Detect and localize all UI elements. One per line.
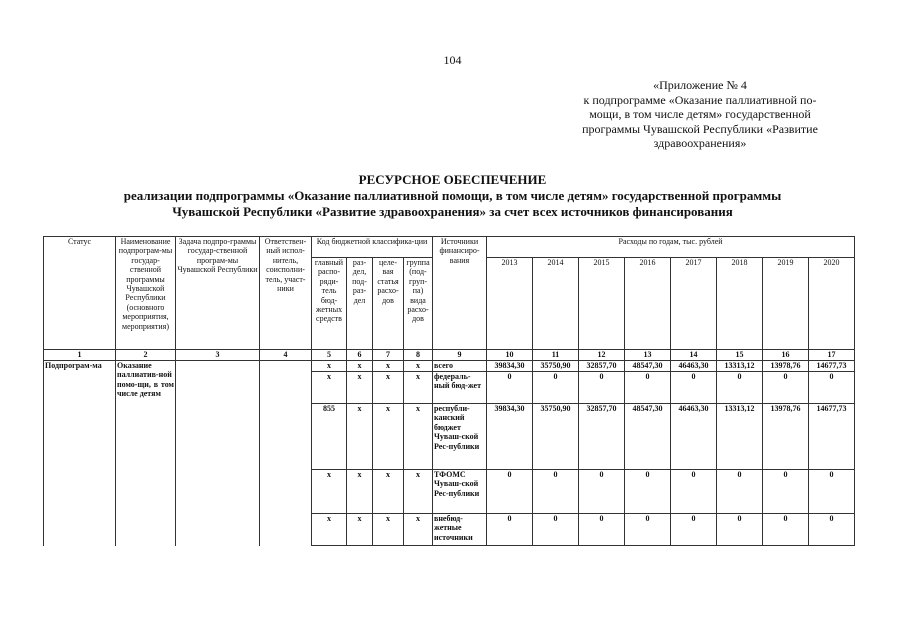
column-number: 3 bbox=[176, 350, 260, 361]
value-cell: 0 bbox=[671, 470, 717, 514]
value-cell: 32857,70 bbox=[579, 361, 625, 372]
section-cell: x bbox=[347, 361, 373, 372]
value-cell: 0 bbox=[717, 514, 763, 546]
value-cell: 46463,30 bbox=[671, 404, 717, 470]
header-year-2015: 2015 bbox=[579, 258, 625, 350]
column-number: 2 bbox=[116, 350, 176, 361]
value-cell: 39834,30 bbox=[487, 361, 533, 372]
header-task: Задача подпро-граммы государ-ственной програм-мы Чувашской Республики bbox=[176, 237, 260, 350]
source-cell: федераль-ный бюд-жет bbox=[433, 372, 487, 404]
table-row bbox=[44, 361, 855, 372]
value-cell: 0 bbox=[763, 470, 809, 514]
value-cell: 0 bbox=[579, 372, 625, 404]
column-number: 13 bbox=[625, 350, 671, 361]
section-cell: x bbox=[347, 372, 373, 404]
column-number: 16 bbox=[763, 350, 809, 361]
source-cell: внебюд-жетные источники bbox=[433, 514, 487, 546]
value-cell: 0 bbox=[717, 372, 763, 404]
header-year-2016: 2016 bbox=[625, 258, 671, 350]
group-cell: x bbox=[404, 514, 433, 546]
value-cell: 0 bbox=[579, 470, 625, 514]
value-cell: 0 bbox=[487, 514, 533, 546]
column-number: 8 bbox=[404, 350, 433, 361]
column-number: 1 bbox=[44, 350, 116, 361]
header-year-2018: 2018 bbox=[717, 258, 763, 350]
header-expenses: Расходы по годам, тыс. рублей bbox=[487, 237, 855, 258]
target-cell: x bbox=[373, 514, 404, 546]
value-cell: 0 bbox=[487, 372, 533, 404]
column-number: 14 bbox=[671, 350, 717, 361]
appendix-line: программы Чувашской Республики «Развитие bbox=[582, 121, 818, 136]
header-year-2014: 2014 bbox=[533, 258, 579, 350]
document-title bbox=[60, 172, 845, 220]
value-cell: 39834,30 bbox=[487, 404, 533, 470]
section-cell: x bbox=[347, 470, 373, 514]
column-number: 12 bbox=[579, 350, 625, 361]
section-cell: x bbox=[347, 404, 373, 470]
group-cell: x bbox=[404, 372, 433, 404]
header-year-2013: 2013 bbox=[487, 258, 533, 350]
value-cell: 13978,76 bbox=[763, 404, 809, 470]
value-cell: 0 bbox=[717, 470, 763, 514]
value-cell: 14677,73 bbox=[809, 404, 855, 470]
group-cell: x bbox=[404, 361, 433, 372]
column-number: 4 bbox=[260, 350, 312, 361]
value-cell: 0 bbox=[487, 470, 533, 514]
header-responsible: Ответствен-ный испол-нитель, соисполни-тель, участ-ники bbox=[260, 237, 312, 350]
column-number: 17 bbox=[809, 350, 855, 361]
value-cell: 13978,76 bbox=[763, 361, 809, 372]
subprogram-name-cell: Оказание паллиатив-ной помо-щи, в том числе детям bbox=[116, 361, 176, 546]
header-sources: Источники финансиро-вания bbox=[433, 237, 487, 350]
column-number-row bbox=[44, 350, 855, 361]
header-year-2017: 2017 bbox=[671, 258, 717, 350]
title-line-2: реализации подпрограммы «Оказание паллиативной помощи, в том числе детям» государственной программы bbox=[123, 188, 782, 203]
target-cell: x bbox=[373, 361, 404, 372]
code-cell: 855 bbox=[312, 404, 347, 470]
code-cell: x bbox=[312, 470, 347, 514]
value-cell: 0 bbox=[579, 514, 625, 546]
code-cell: x bbox=[312, 361, 347, 372]
header-status: Статус bbox=[44, 237, 116, 350]
value-cell: 0 bbox=[763, 514, 809, 546]
value-cell: 0 bbox=[671, 514, 717, 546]
source-cell: всего bbox=[433, 361, 487, 372]
source-cell: ТФОМС Чуваш-ской Рес-публики bbox=[433, 470, 487, 514]
target-cell: x bbox=[373, 404, 404, 470]
value-cell: 0 bbox=[809, 470, 855, 514]
title-line-1: РЕСУРСНОЕ ОБЕСПЕЧЕНИЕ bbox=[358, 172, 547, 187]
header-year-2020: 2020 bbox=[809, 258, 855, 350]
value-cell: 0 bbox=[763, 372, 809, 404]
header-section: раз-дел, под-раз-дел bbox=[347, 258, 373, 350]
value-cell: 13313,12 bbox=[717, 404, 763, 470]
value-cell: 0 bbox=[809, 514, 855, 546]
value-cell: 48547,30 bbox=[625, 361, 671, 372]
responsible-cell bbox=[260, 361, 312, 546]
column-number: 11 bbox=[533, 350, 579, 361]
header-name: Наименование подпрограм-мы государ-ственной программы Чувашской Республики (основного мероприятия, мероприятия) bbox=[116, 237, 176, 350]
value-cell: 48547,30 bbox=[625, 404, 671, 470]
value-cell: 0 bbox=[671, 372, 717, 404]
value-cell: 35750,90 bbox=[533, 361, 579, 372]
page-number: 104 bbox=[443, 53, 462, 67]
value-cell: 32857,70 bbox=[579, 404, 625, 470]
column-number: 5 bbox=[312, 350, 347, 361]
value-cell: 13313,12 bbox=[717, 361, 763, 372]
target-cell: x bbox=[373, 470, 404, 514]
value-cell: 0 bbox=[625, 372, 671, 404]
value-cell: 35750,90 bbox=[533, 404, 579, 470]
value-cell: 0 bbox=[625, 514, 671, 546]
value-cell: 0 bbox=[533, 372, 579, 404]
appendix-line: мощи, в том числе детям» государственной bbox=[589, 107, 811, 121]
column-number: 10 bbox=[487, 350, 533, 361]
appendix-line: к подпрограмме «Оказание паллиативной по- bbox=[583, 92, 817, 107]
column-number: 9 bbox=[433, 350, 487, 361]
task-cell bbox=[176, 361, 260, 546]
group-cell: x bbox=[404, 470, 433, 514]
value-cell: 0 bbox=[533, 470, 579, 514]
code-cell: x bbox=[312, 514, 347, 546]
code-cell: x bbox=[312, 372, 347, 404]
source-cell: республи-канский бюджет Чуваш-ской Рес-публики bbox=[433, 404, 487, 470]
value-cell: 0 bbox=[533, 514, 579, 546]
column-number: 7 bbox=[373, 350, 404, 361]
value-cell: 14677,73 bbox=[809, 361, 855, 372]
header-budget-code: Код бюджетной классифика-ции bbox=[312, 237, 433, 258]
value-cell: 46463,30 bbox=[671, 361, 717, 372]
resource-table bbox=[43, 236, 855, 546]
value-cell: 0 bbox=[625, 470, 671, 514]
group-cell: x bbox=[404, 404, 433, 470]
target-cell: x bbox=[373, 372, 404, 404]
appendix-line: здравоохранения» bbox=[653, 136, 747, 150]
header-main-manager: главный распо-ряди-тель бюд-жетных средств bbox=[312, 258, 347, 350]
column-number: 6 bbox=[347, 350, 373, 361]
header-year-2019: 2019 bbox=[763, 258, 809, 350]
title-line-3: Чувашской Республики «Развитие здравоохранения» за счет всех источников финансирования bbox=[172, 204, 733, 219]
column-number: 15 bbox=[717, 350, 763, 361]
header-expense-group: группа (под-груп-па) вида расхо-дов bbox=[404, 258, 433, 350]
section-cell: x bbox=[347, 514, 373, 546]
header-target-item: целе-вая статья расхо-дов bbox=[373, 258, 404, 350]
status-cell: Подпрограм-ма bbox=[44, 361, 116, 546]
appendix-note bbox=[555, 78, 845, 151]
value-cell: 0 bbox=[809, 372, 855, 404]
appendix-line: «Приложение № 4 bbox=[653, 78, 747, 92]
